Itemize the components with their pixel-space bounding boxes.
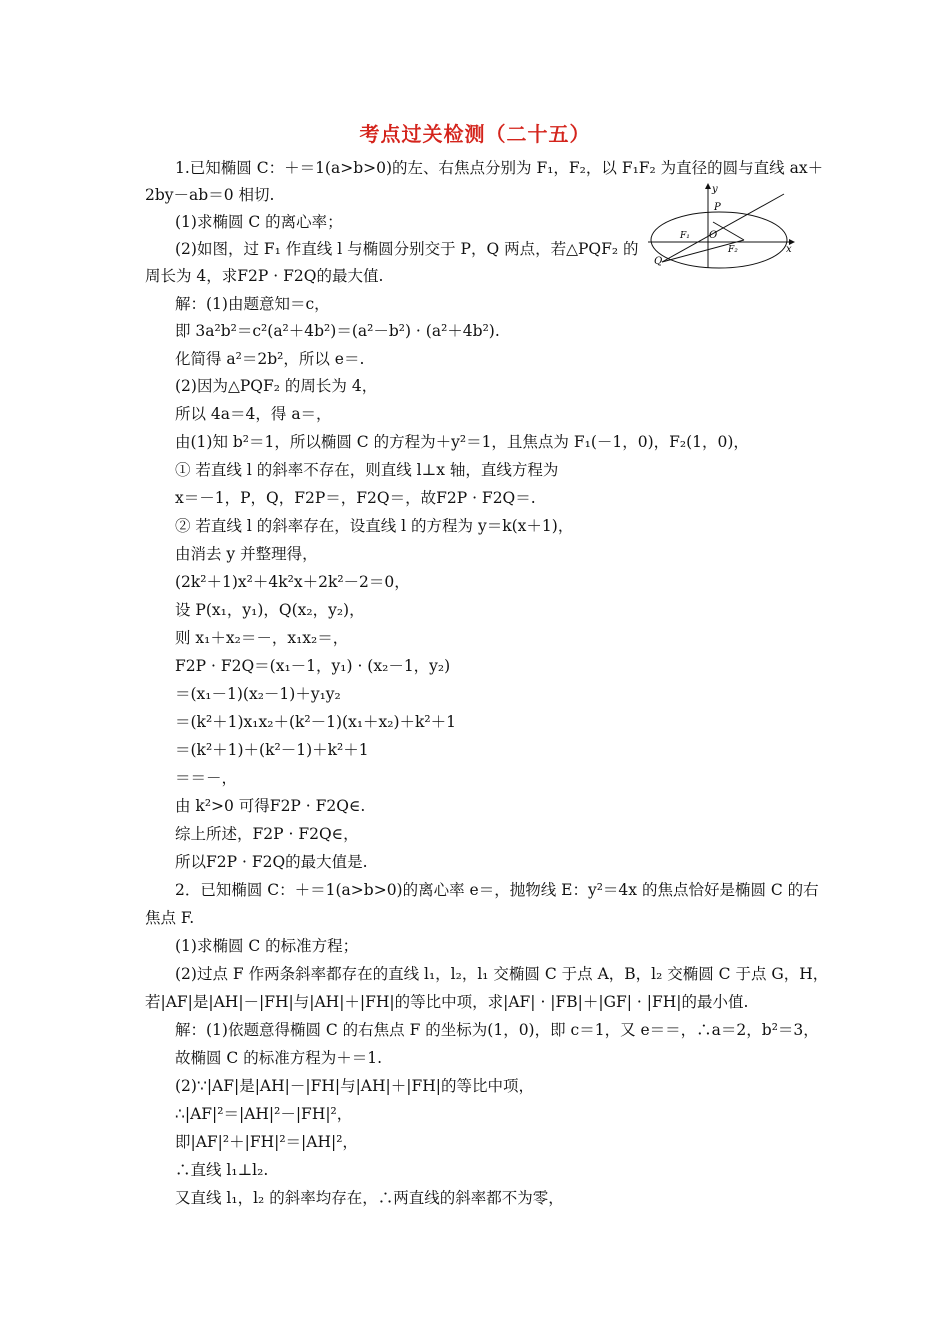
label-f2: F₂	[728, 245, 738, 255]
label-p: P	[714, 202, 721, 213]
text-line: ∴|AF|²＝|AH|²－|FH|²，	[175, 1105, 353, 1123]
text-line: 1.已知椭圆 C：＋＝1(a>b>0)的左、右焦点分别为 F₁，F₂，以 F₁F₂ 为直径的圆与直线 ax＋	[175, 159, 824, 177]
label-y: y	[712, 184, 718, 195]
text-line: 由 k²>0 可得F2P · F2Q∈.	[175, 797, 366, 815]
label-o: O	[709, 230, 718, 241]
text-line: ＝(x₁－1)(x₂－1)＋y₁y₂	[175, 685, 341, 703]
text-line: (2)∵|AF|是|AH|－|FH|与|AH|＋|FH|的等比中项，	[175, 1077, 534, 1095]
text-line: (1)求椭圆 C 的标准方程；	[175, 937, 359, 955]
text-line: 设 P(x₁，y₁)，Q(x₂，y₂)，	[175, 601, 365, 619]
text-line: 即 3a²b²＝c²(a²＋4b²)＝(a²－b²) · (a²＋4b²).	[175, 322, 500, 340]
text-line: (1)求椭圆 C 的离心率；	[175, 213, 343, 231]
text-line: x＝－1，P，Q，F2P＝，F2Q＝，故F2P · F2Q＝.	[175, 489, 536, 507]
text-line: (2)如图，过 F₁ 作直线 l 与椭圆分别交于 P，Q 两点，若△PQF₂ 的	[175, 240, 639, 258]
text-line: ① 若直线 l 的斜率不存在，则直线 l⊥x 轴，直线方程为	[175, 461, 559, 479]
text-line: F2P · F2Q＝(x₁－1，y₁) · (x₂－1，y₂)	[175, 657, 451, 675]
ellipse-figure	[644, 180, 800, 270]
text-line: 化简得 a²＝2b²，所以 e＝.	[175, 350, 365, 368]
text-line: (2)过点 F 作两条斜率都存在的直线 l₁，l₂，l₁ 交椭圆 C 于点 A，B，l₂ 交椭圆 C 于点 G，H，	[175, 965, 829, 983]
text-line: (2k²＋1)x²＋4k²x＋2k²－2＝0，	[175, 573, 410, 591]
text-line: (2)因为△PQF₂ 的周长为 4，	[175, 377, 378, 395]
page-title: 考点过关检测（二十五）	[359, 122, 591, 146]
text-line: ＝(k²＋1)＋(k²－1)＋k²＋1	[175, 741, 369, 759]
text-line: 2．已知椭圆 C：＋＝1(a>b>0)的离心率 e＝，抛物线 E：y²＝4x 的焦点恰好是椭圆 C 的右	[175, 881, 819, 899]
text-line: 则 x₁＋x₂＝－，x₁x₂＝，	[175, 629, 349, 647]
text-line: 由(1)知 b²＝1，所以椭圆 C 的方程为＋y²＝1，且焦点为 F₁(－1，0)，F₂(1，0)，	[175, 433, 749, 451]
text-line: 2by－ab＝0 相切.	[145, 186, 275, 204]
label-q: Q	[654, 256, 663, 267]
text-line: ＝＝－，	[175, 769, 238, 787]
label-x: x	[786, 244, 792, 255]
text-line: ＝(k²＋1)x₁x₂＋(k²－1)(x₁＋x₂)＋k²＋1	[175, 713, 457, 731]
text-line: 周长为 4，求F2P · F2Q的最大值.	[145, 267, 384, 285]
text-line: 即|AF|²＋|FH|²＝|AH|²，	[175, 1133, 358, 1151]
text-line: 焦点 F.	[145, 909, 195, 927]
text-line: ② 若直线 l 的斜率存在，设直线 l 的方程为 y＝k(x＋1)，	[175, 517, 574, 535]
text-line: 所以 4a＝4，得 a＝，	[175, 405, 332, 423]
text-line: 由消去 y 并整理得，	[175, 545, 318, 563]
text-line: 若|AF|是|AH|－|FH|与|AH|＋|FH|的等比中项，求|AF| · |FB|＋|GF| · |FH|的最小值.	[145, 993, 749, 1011]
label-f1: F₁	[680, 231, 690, 241]
text-line: 解：(1)依题意得椭圆 C 的右焦点 F 的坐标为(1，0)，即 c＝1，又 e＝＝，∴a＝2，b²＝3，	[175, 1021, 819, 1039]
text-line: 所以F2P · F2Q的最大值是.	[175, 853, 368, 871]
text-line: 故椭圆 C 的标准方程为＋＝1.	[175, 1049, 383, 1067]
text-line: ∴直线 l₁⊥l₂.	[175, 1161, 269, 1179]
text-line: 又直线 l₁，l₂ 的斜率均存在，∴两直线的斜率都不为零，	[175, 1189, 564, 1207]
text-line: 解：(1)由题意知＝c，	[175, 295, 330, 313]
text-line: 综上所述，F2P · F2Q∈，	[175, 825, 359, 843]
